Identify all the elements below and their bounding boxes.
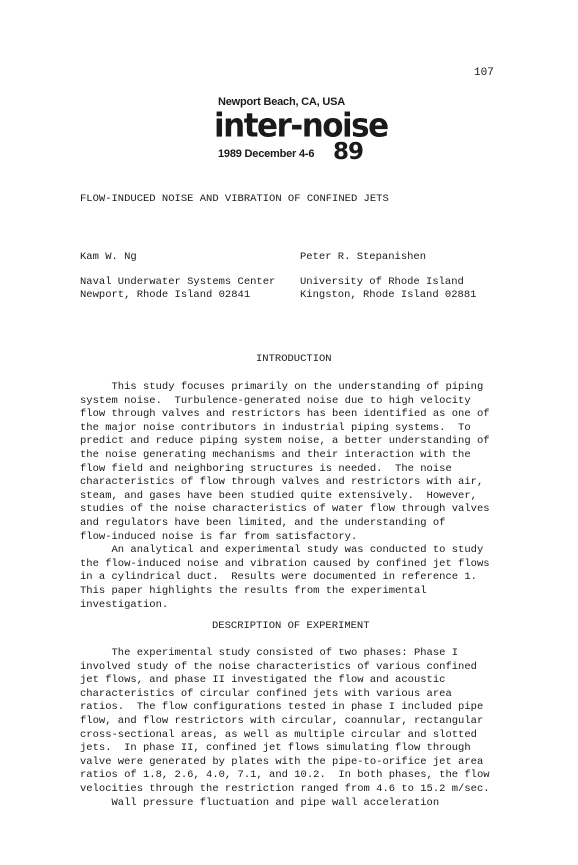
body-line: flow, and flow restrictors with circular, coannular, rectangular [80,714,484,727]
affiliation-line: Newport, Rhode Island 02841 [80,289,251,301]
body-line: system noise. Turbulence-generated noise due to high velocity [80,394,471,407]
body-line: the major noise contributors in industrial piping systems. To [80,421,471,434]
body-line: predict and reduce piping system noise, a better understanding of [80,435,490,448]
section-body [80,647,520,810]
body-line: the noise generating mechanisms and their interaction with the [80,448,471,461]
body-line: cross-sectional areas, as well as multiple circular and slotted [80,728,477,741]
body-line: flow-induced noise is far from satisfactory. [80,530,358,543]
body-line: and regulators have been limited, and the understanding of [80,516,446,529]
section-heading: DESCRIPTION OF EXPERIMENT [212,620,370,632]
author-affiliation [80,276,275,302]
body-line: investigation. [80,598,169,611]
body-line: studies of the noise characteristics of water flow through valves [80,503,490,516]
body-line: flow field and neighboring structures is needed. The noise [80,462,452,475]
body-line: jet flows, and phase II investigated the flow and acoustic [80,674,446,687]
body-line: the flow-induced noise and vibration caused by confined jet flows [80,557,490,570]
affiliation-line: University of Rhode Island [300,276,464,288]
conference-logo: inter-noise [214,106,388,145]
body-line: characteristics of flow through valves and restrictors with air, [80,476,484,489]
author-affiliation [300,276,476,302]
body-line: ratios. The flow configurations tested in phase I included pipe [80,701,484,714]
body-line: flow through valves and restrictors has been identified as one of [80,408,490,421]
author-name: Kam W. Ng [80,251,137,263]
body-line: valve were generated by plates with the pipe-to-orifice jet area [80,755,484,768]
body-line: involved study of the noise characteristics of various confined [80,660,477,673]
body-line: steam, and gases have been studied quite extensively. However, [80,489,477,502]
paper-title: FLOW-INDUCED NOISE AND VIBRATION OF CONFINED JETS [80,193,389,205]
body-line: velocities through the restriction ranged from 4.6 to 15.2 m/sec. [80,782,490,795]
body-line: ratios of 1.8, 2.6, 4.0, 7.1, and 10.2. In both phases, the flow [80,769,490,782]
body-line: characteristics of circular confined jets with various area [80,687,452,700]
affiliation-line: Kingston, Rhode Island 02881 [300,289,477,301]
body-line: jets. In phase II, confined jet flows simulating flow through [80,742,471,755]
section-body [80,381,520,612]
section-heading: INTRODUCTION [256,353,332,365]
body-line: The experimental study consisted of two phases: Phase I [80,647,459,659]
body-line: Wall pressure fluctuation and pipe wall acceleration [80,796,440,809]
conference-location: Newport Beach, CA, USA [218,96,346,108]
body-line: This study focuses primarily on the understanding of piping [80,381,484,393]
body-line: An analytical and experimental study was conducted to study [80,544,484,557]
affiliation-line: Naval Underwater Systems Center [80,276,276,288]
author-name: Peter R. Stepanishen [300,251,427,263]
page-number: 107 [474,67,494,79]
conference-date: 1989 December 4-6 [218,148,315,160]
body-line: This paper highlights the results from the experimental [80,584,427,597]
body-line: in a cylindrical duct. Results were documented in reference 1. [80,571,477,584]
conference-year-logo: 89 [333,139,364,165]
